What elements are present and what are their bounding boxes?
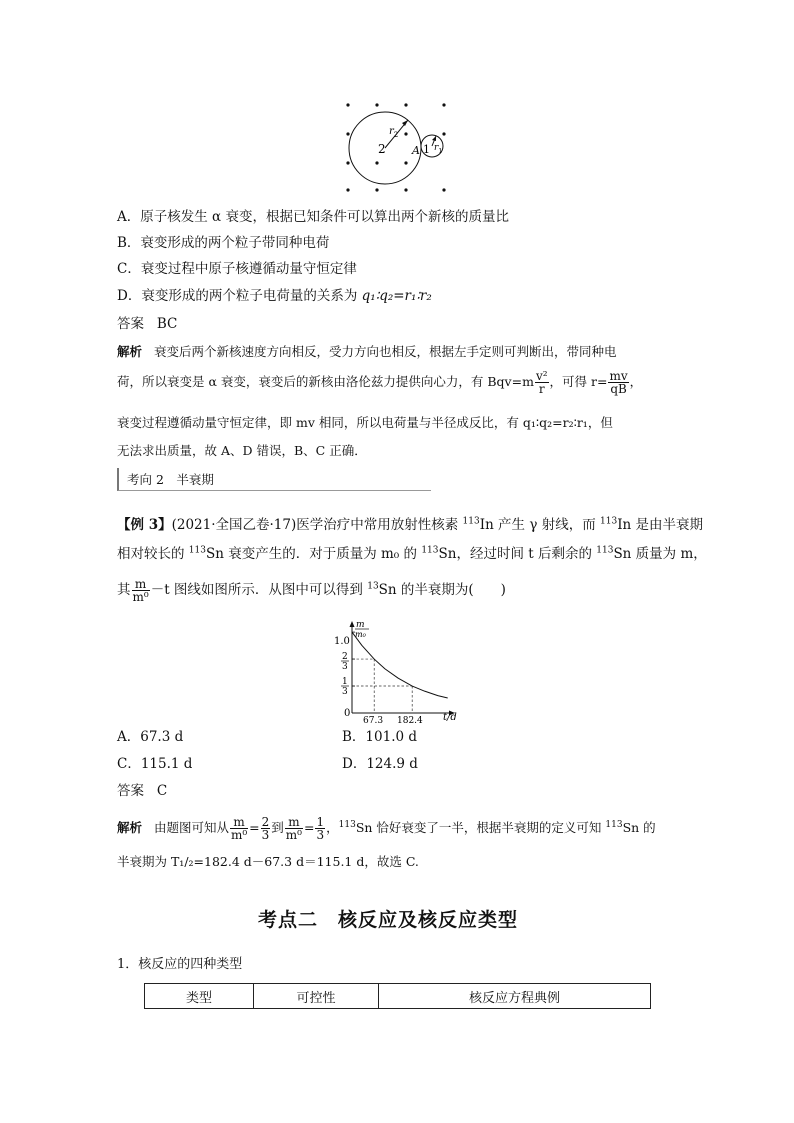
x-tick-182-4: 182.4 [397,716,423,723]
origin-label: 0 [344,708,351,719]
y-axis-label-num: m [356,620,365,630]
svg-text:r1 [434,143,442,155]
analysis-label: 解析 [117,820,143,835]
answer-value: BC [156,316,178,332]
q2-analysis-line2: 半衰期为 T₁/₂=182.4 d－67.3 d＝115.1 d，故选 C. [117,854,419,869]
y-tick-1-3-num: 1 [342,677,348,687]
q1-analysis-line4: 无法求出质量，故 A、D 错误，B、C 正确． [117,443,367,458]
fraction-m-m0: $\frac{m}{\text{m⁰}}$ [132,577,149,604]
analysis-text: 衰变后两个新核速度方向相反，受力方向也相反，根据左手定则可判断出，带同种电 [153,344,617,359]
x-tick-67-3: 67.3 [363,716,384,723]
decay-circles-figure [330,96,460,196]
y-tick-2-3-num: 2 [342,652,348,662]
q1-option-d-text: D．衰变形成的两个粒子电荷量的关系为 [117,288,362,304]
label-r1-sub: 1 [438,148,443,155]
decay-curve-chart [325,618,470,723]
label-r1: r [434,143,439,153]
q1-option-b: B．衰变形成的两个粒子带同种电荷 [117,235,330,251]
analysis-text: 荷，所以衰变是 α 衰变，衰变后的新核由洛伦兹力提供向心力，有 Bqv=m [117,374,534,389]
subheading-reaction-types: 1．核反应的四种类型 [117,957,243,972]
magnetic-field-dots [346,103,445,191]
q2-analysis-line1: 解析 由题图可知从 $\frac{m}{\text{m⁰}}$ = $\frac{2}{3}$ 到 $\frac{m}{\text{m⁰}}$ = $\frac{1}{3}$ ，$^{113}$Sn 恰好衰变了一半，根据半衰期的定义可知 $^{113}$Sn 的 [117,815,656,842]
q2-option-d: D．124.9 d [342,756,418,772]
q2-stem-line1: 【例 3】(2021·全国乙卷·17)医学治疗中常用放射性核素 $^{113}$In 产生 γ 射线，而 $^{113}$In 是由半衰期 [117,516,704,533]
analysis-text: ， [629,374,643,389]
q2-stem-line3: 其 $\frac{m}{\text{m⁰}}$ －t 图线如图所示．从图中可以得到 $^{13}$Sn 的半衰期为( ) [117,577,506,604]
y-axis-arrow [350,621,355,627]
fraction-mv-qb: $\frac{mv}{qB}$ [609,369,628,396]
analysis-text: ，可得 r= [549,374,608,389]
q2-option-b: B．101.0 d [342,729,418,745]
reaction-types-table [144,983,651,1009]
fraction-v2-r: $\frac{\text{v²}}{r}$ [535,369,548,396]
q2-option-a: A．67.3 d [117,729,184,745]
fraction-2-3: $\frac{2}{3}$ [261,815,270,842]
q1-analysis-line2 [117,370,642,395]
fraction-1-3: $\frac{1}{3}$ [316,815,325,842]
y-axis-label-den: m₀ [355,630,366,639]
table-header-cell: 核反应方程典例 [379,984,651,1009]
fraction-m-m0: $\frac{m}{\text{m⁰}}$ [230,815,248,842]
example-label: 【例 3】 [117,517,172,533]
label-r2-sub: 2 [393,131,399,139]
section-title: 考点二 核反应及核反应类型 [258,909,519,931]
analysis-label: 解析 [117,344,143,359]
q1-option-d-formula: q₁∶q₂=r₁∶r₂ [361,288,432,304]
y-tick-1-3-den: 3 [342,687,348,697]
q1-option-a: A．原子核发生 α 衰变，根据已知条件可以算出两个新核的质量比 [117,209,509,225]
label-1: 1 [423,143,430,156]
answer-label: 答案 [117,316,144,332]
label-r2: r [389,126,394,137]
svg-text:r2 [389,126,398,139]
y-tick-1: 1.0 [334,636,350,647]
y-tick-2-3-den: 3 [342,662,348,672]
topic-tag-bar [117,468,431,491]
q2-option-c: C．115.1 d [117,756,193,772]
decay-curve-line [352,632,448,698]
q1-analysis-line3: 衰变过程遵循动量守恒定律，即 mv 相同，所以电荷量与半径成反比，有 q₁∶q₂=r₂∶r₁，但 [117,415,613,430]
answer-value: C [156,783,168,799]
label-2: 2 [378,142,386,156]
label-A: A [412,144,420,157]
fraction-m-m0: $\frac{m}{\text{m⁰}}$ [285,815,302,842]
q1-answer [117,314,177,334]
topic-tag-text: 考向 2 半衰期 [127,472,214,487]
q1-analysis-line1 [117,342,616,362]
q2-stem-line2: 相对较长的 $^{113}$Sn 衰变产生的．对于质量为 m₀ 的 $^{113}$Sn，经过时间 t 后剩余的 $^{113}$Sn 质量为 m， [117,545,707,562]
table-header-cell: 可控性 [254,984,379,1009]
table-header-row [145,984,651,1009]
x-axis-label: t/d [443,712,457,723]
answer-label: 答案 [117,783,144,799]
q1-option-d [117,286,432,306]
table-header-cell: 类型 [145,984,254,1009]
q2-answer [117,781,167,801]
q1-option-c: C．衰变过程中原子核遵循动量守恒定律 [117,261,357,277]
